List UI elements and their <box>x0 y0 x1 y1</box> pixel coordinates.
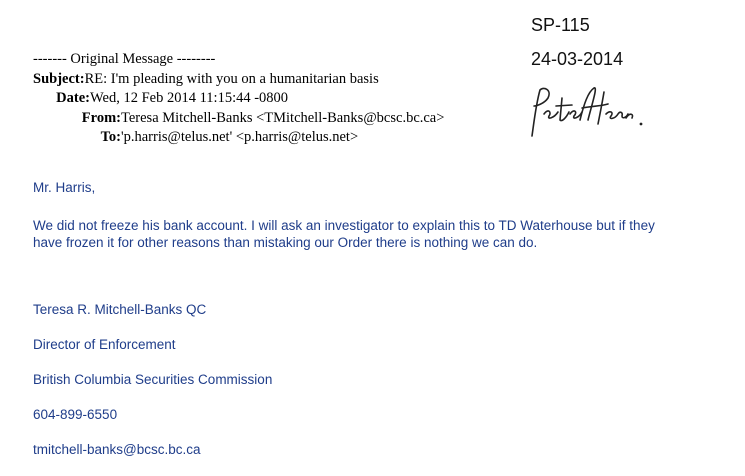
handwritten-signature <box>522 84 647 142</box>
to-label: To: <box>100 129 121 146</box>
document-date-stamp: 24-03-2014 <box>531 49 624 69</box>
sender-title: Director of Enforcement <box>33 337 176 352</box>
sender-phone: 604-899-6550 <box>33 407 118 422</box>
document-id-stamp: SP-115 <box>531 15 590 35</box>
message-line-1: We did not freeze his bank account. I will ask an investigator to explain this to TD Waterhouse but if they <box>33 218 655 233</box>
to-row <box>33 128 444 148</box>
greeting: Mr. Harris, <box>33 180 96 195</box>
original-message-separator: ------- Original Message -------- <box>33 51 216 67</box>
from-value: Teresa Mitchell-Banks <TMitchell-Banks@bcsc.bc.ca> <box>121 109 445 126</box>
email-header <box>33 50 444 148</box>
subject-row <box>33 70 444 90</box>
subject-value: RE: I'm pleading with you on a humanitarian basis <box>84 70 379 87</box>
sender-email: tmitchell-banks@bcsc.bc.ca <box>33 442 201 457</box>
from-row <box>33 109 444 129</box>
from-label: From: <box>81 109 121 126</box>
date-label: Date: <box>56 90 90 107</box>
date-row <box>33 89 444 109</box>
to-value: 'p.harris@telus.net' <p.harris@telus.net> <box>121 129 359 146</box>
message-line-2: have frozen it for other reasons than mistaking our Order there is nothing we can do. <box>33 235 538 250</box>
date-value: Wed, 12 Feb 2014 11:15:44 -0800 <box>90 90 289 107</box>
subject-label: Subject: <box>33 70 85 87</box>
sender-organization: British Columbia Securities Commission <box>33 372 273 387</box>
sender-name: Teresa R. Mitchell-Banks QC <box>33 302 207 317</box>
